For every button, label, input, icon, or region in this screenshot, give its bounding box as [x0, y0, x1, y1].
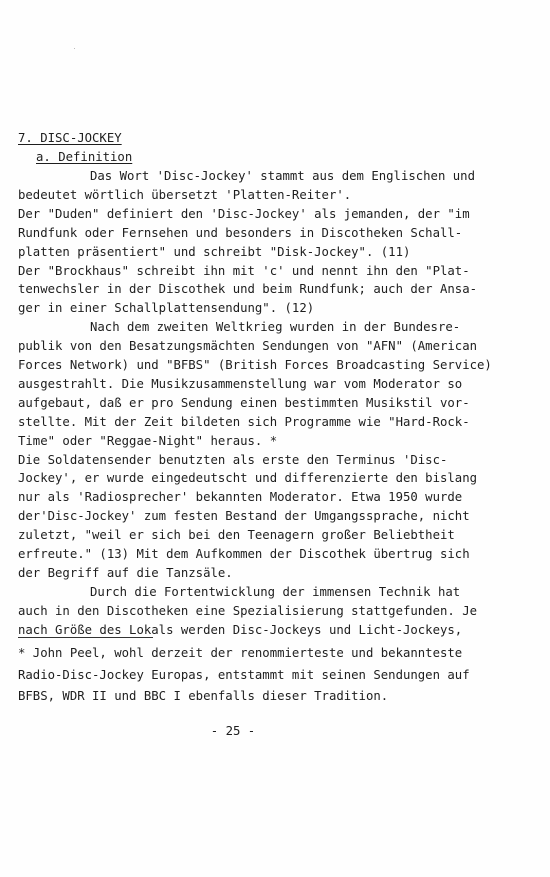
footnote-line: BFBS, WDR II und BBC I ebenfalls dieser Tradition.	[18, 689, 389, 703]
body-line: nur als 'Radiosprecher' bekannten Moderator. Etwa 1950 wurde	[18, 490, 463, 505]
body-line: Durch die Fortentwicklung der immensen Technik hat	[90, 584, 461, 599]
body-line: Das Wort 'Disc-Jockey' stammt aus dem Englischen und	[90, 169, 475, 183]
body-line: Forces Network) und "BFBS" (British Forces Broadcasting Service)	[18, 358, 492, 372]
body-line: ger in einer Schallplattensendung". (12)	[18, 301, 315, 316]
body-line: nach Größe des Lokals werden Disc-Jockeys und Licht-Jockeys,	[18, 622, 463, 637]
footnote-separator	[18, 637, 153, 638]
body-line: platten präsentiert" und schreibt "Disk-Jockey". (11)	[18, 244, 411, 259]
body-line: Rundfunk oder Fernsehen und besonders in Discotheken Schall-	[18, 225, 463, 240]
page-number: - 25 -	[210, 724, 256, 738]
footnote-line: Radio-Disc-Jockey Europas, entstammt mit seinen Sendungen auf	[18, 667, 470, 682]
body-line: stellte. Mit der Zeit bildeten sich Programme wie "Hard-Rock-	[18, 414, 470, 429]
body-line: auch in den Discotheken eine Spezialisierung stattgefunden. Je	[18, 603, 478, 618]
body-line: Der "Brockhaus" schreibt ihn mit 'c' und nennt ihn den "Plat-	[18, 263, 470, 278]
footnote-line: * John Peel, wohl derzeit der renommierteste und bekannteste	[18, 646, 463, 660]
body-line: zuletzt, "weil er sich bei den Teenagern großer Beliebtheit	[18, 528, 455, 543]
body-line: Der "Duden" definiert den 'Disc-Jockey' als jemanden, der "im	[18, 206, 470, 221]
body-line: ausgestrahlt. Die Musikzusammenstellung war vom Moderator so	[18, 376, 463, 391]
section-heading: 7. DISC-JOCKEY	[18, 131, 122, 145]
body-line: Nach dem zweiten Weltkrieg wurden in der Bundesre-	[90, 320, 461, 335]
body-line: erfreute." (13) Mit dem Aufkommen der Discothek übertrug sich	[18, 547, 470, 561]
subsection-heading: a. Definition	[36, 150, 133, 164]
body-line: bedeutet wörtlich übersetzt 'Platten-Reiter'.	[18, 187, 352, 202]
body-line: Time" oder "Reggae-Night" heraus. *	[18, 433, 278, 448]
body-line: tenwechsler in der Discothek und beim Rundfunk; auch der Ansa-	[18, 282, 478, 297]
body-line: publik von den Besatzungsmächten Sendungen von "AFN" (American	[18, 339, 478, 354]
body-line: der'Disc-Jockey' zum festen Bestand der Umgangssprache, nicht	[18, 509, 470, 524]
body-line: Jockey', er wurde eingedeutscht und differenzierte den bislang	[18, 471, 478, 486]
body-line: Die Soldatensender benutzten als erste den Terminus 'Disc-	[18, 452, 448, 467]
body-line: aufgebaut, daß er pro Sendung einen bestimmten Musikstil vor-	[18, 395, 470, 410]
body-line: der Begriff auf die Tanzsäle.	[18, 565, 233, 580]
